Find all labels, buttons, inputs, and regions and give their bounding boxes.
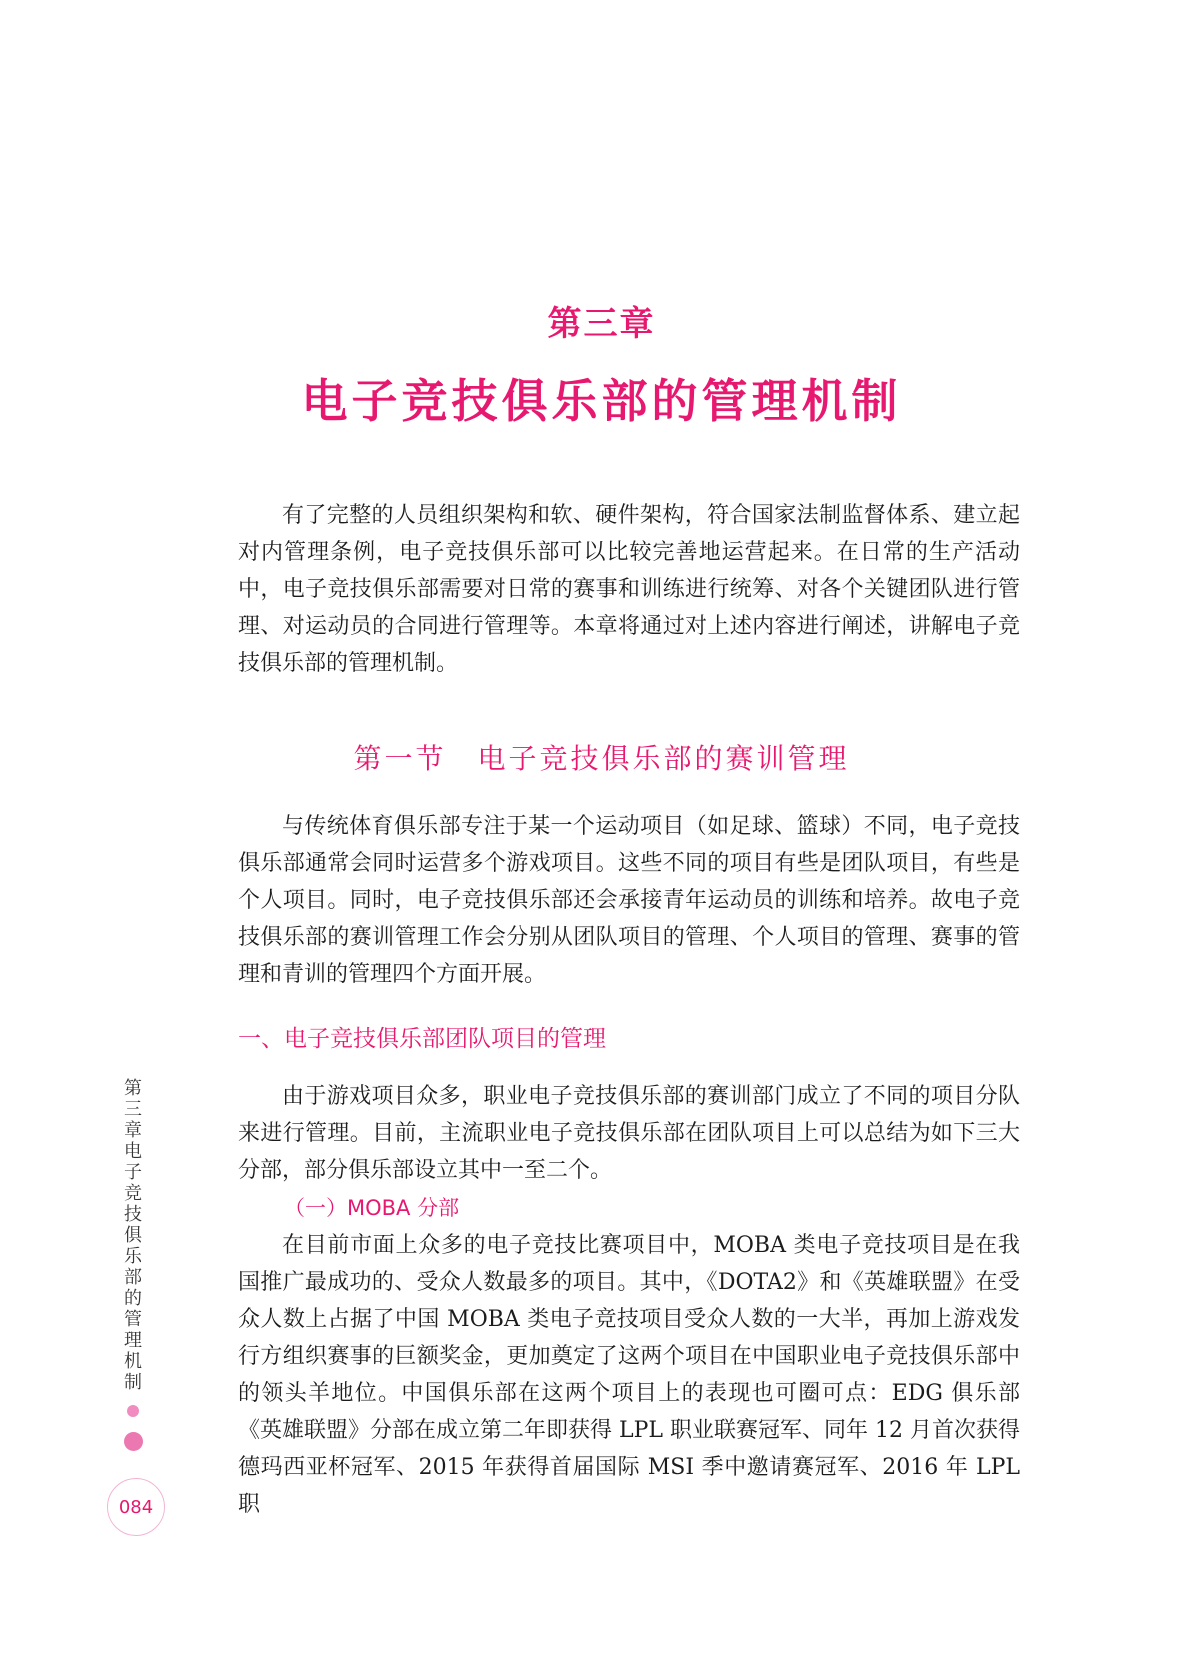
subsection-paragraph: 由于游戏项目众多，职业电子竞技俱乐部的赛训部门成立了不同的项目分队来进行管理。目前，主流职业电子竞技俱乐部在团队项目上可以总结为如下三大分部，部分俱乐部设立其中一至二个。 [238, 1084, 1020, 1183]
subsubsection-heading: （一）MOBA 分部 [284, 1196, 460, 1220]
subsubsection-paragraph: 在目前市面上众多的电子竞技比赛项目中，MOBA 类电子竞技项目是在我国推广最成功的、受众人数最多的项目。其中，《DOTA2》和《英雄联盟》在受众人数上占据了中国 MOBA 类电子竞技项目受众人数的一大半，再加上游戏发行方组织赛事的巨额奖金，更加奠定了这两个项目在中国职业电子竞技俱乐部中的领头羊地位。中国俱乐部在这两个项目上的表现也可圈可点：EDG 俱乐部《英雄联盟》分部在成立第二年即获得 LPL 职业联赛冠军、同年 12 月首次获得德玛西亚杯冠军、2015 年获得首届国际 MSI 季中邀请赛冠军、2016 年 LPL 职 [238, 1233, 1020, 1517]
decorative-dot-large [124, 1432, 143, 1451]
intro-paragraph: 有了完整的人员组织架构和软、硬件架构，符合国家法制监督体系、建立起对内管理条例，电子竞技俱乐部可以比较完善地运营起来。在日常的生产活动中，电子竞技俱乐部需要对日常的赛事和训练进行统筹、对各个关键团队进行管理、对运动员的合同进行管理等。本章将通过对上述内容进行阐述，讲解电子竞技俱乐部的管理机制。 [238, 503, 1020, 676]
page-number-badge [107, 1478, 165, 1536]
chapter-number: 第三章 [547, 304, 656, 344]
decorative-dot-small [127, 1405, 139, 1417]
running-title: 第三章 电子竞技俱乐部的管理机制 [124, 1078, 160, 1393]
section-title: 第一节 电子竞技俱乐部的赛训管理 [353, 742, 850, 775]
subsection-heading: 一、电子竞技俱乐部团队项目的管理 [238, 1026, 606, 1052]
chapter-title: 电子竞技俱乐部的管理机制 [301, 374, 902, 428]
page-number: 084 [118, 1496, 154, 1518]
section-paragraph: 与传统体育俱乐部专注于某一个运动项目（如足球、篮球）不同，电子竞技俱乐部通常会同时运营多个游戏项目。这些不同的项目有些是团队项目，有些是个人项目。同时，电子竞技俱乐部还会承接青年运动员的训练和培养。故电子竞技俱乐部的赛训管理工作会分别从团队项目的管理、个人项目的管理、赛事的管理和青训的管理四个方面开展。 [238, 814, 1020, 987]
